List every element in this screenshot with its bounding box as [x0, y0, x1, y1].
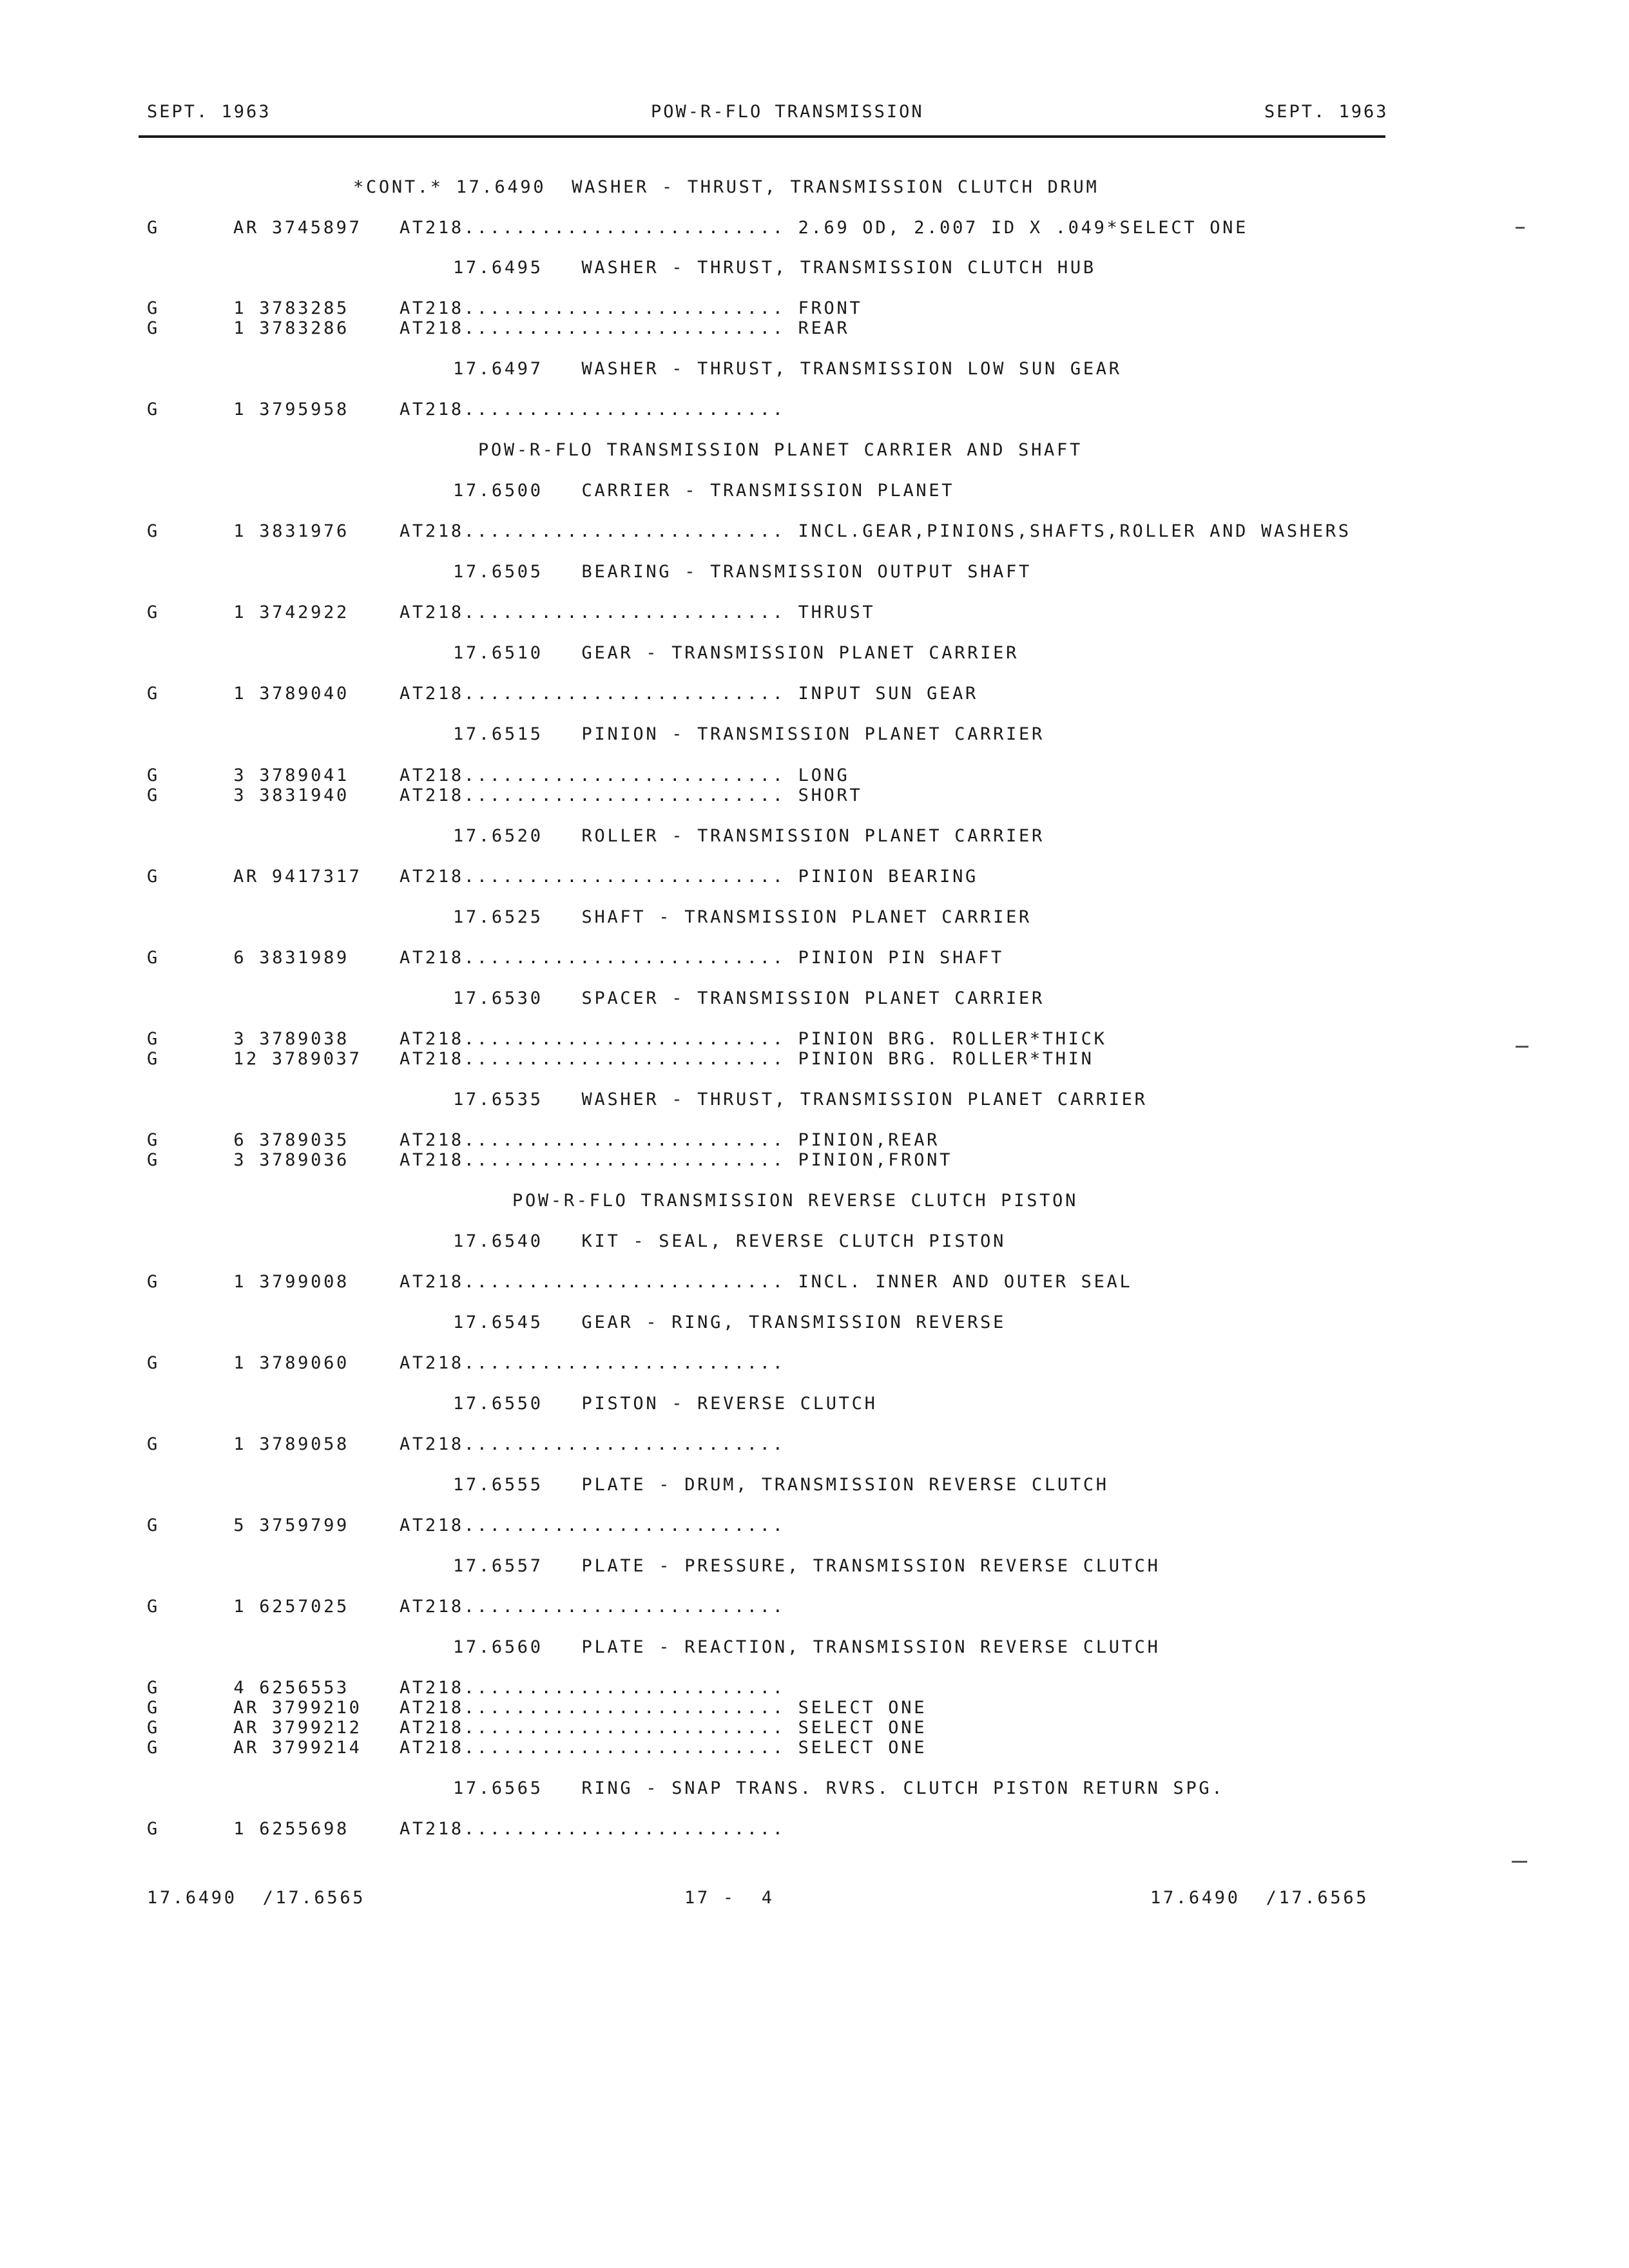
quantity-part-number: AR 3799210	[233, 1698, 362, 1718]
quantity-part-number: AR 3799214	[233, 1738, 362, 1758]
group-code: G	[147, 1049, 160, 1069]
group-code: G	[147, 1029, 160, 1049]
quantity-part-number: 1 3831976	[233, 521, 349, 541]
item-description: 17.6500 CARRIER - TRANSMISSION PLANET	[453, 481, 955, 501]
item-description: 17.6520 ROLLER - TRANSMISSION PLANET CARRIER	[453, 826, 1045, 846]
part-reference-note: AT218......................... SELECT ONE	[400, 1718, 927, 1738]
section-heading: POW-R-FLO TRANSMISSION PLANET CARRIER AND SHAFT	[478, 440, 1083, 460]
group-code: G	[147, 1272, 160, 1292]
quantity-part-number: AR 3745897	[233, 218, 362, 238]
part-reference-note: AT218......................... LONG	[400, 765, 850, 785]
quantity-part-number: 1 3799008	[233, 1272, 349, 1292]
group-code: G	[147, 867, 160, 887]
part-reference-note: AT218......................... PINION BRG. ROLLER*THICK	[400, 1029, 1107, 1049]
quantity-part-number: 6 3789035	[233, 1130, 349, 1150]
scan-mark	[1516, 1046, 1528, 1048]
part-reference-note: AT218.........................	[400, 1597, 786, 1617]
quantity-part-number: 4 6256553	[233, 1678, 349, 1698]
item-description: 17.6555 PLATE - DRUM, TRANSMISSION REVERSE CLUTCH	[453, 1475, 1109, 1495]
item-description: 17.6550 PISTON - REVERSE CLUTCH	[453, 1394, 878, 1414]
quantity-part-number: 1 3742922	[233, 602, 349, 622]
item-description: 17.6540 KIT - SEAL, REVERSE CLUTCH PISTON	[453, 1231, 1007, 1251]
item-description: 17.6560 PLATE - REACTION, TRANSMISSION REVERSE CLUTCH	[453, 1637, 1161, 1657]
item-description: 17.6495 WASHER - THRUST, TRANSMISSION CLUTCH HUB	[453, 258, 1096, 278]
part-reference-note: AT218......................... PINION,REAR	[400, 1130, 940, 1150]
quantity-part-number: 1 3783286	[233, 318, 349, 338]
part-reference-note: AT218.........................	[400, 399, 786, 419]
part-reference-note: AT218.........................	[400, 1434, 786, 1454]
part-reference-note: AT218......................... REAR	[400, 318, 850, 338]
group-code: G	[147, 1819, 160, 1839]
group-code: G	[147, 1353, 160, 1373]
quantity-part-number: 3 3789041	[233, 765, 349, 785]
quantity-part-number: 1 3789060	[233, 1353, 349, 1373]
quantity-part-number: 1 3795958	[233, 399, 349, 419]
part-reference-note: AT218......................... THRUST	[400, 602, 876, 622]
item-description: 17.6505 BEARING - TRANSMISSION OUTPUT SHAFT	[453, 562, 1032, 582]
quantity-part-number: 1 3789040	[233, 684, 349, 704]
item-description: 17.6535 WASHER - THRUST, TRANSMISSION PLANET CARRIER	[453, 1090, 1148, 1110]
part-reference-note: AT218......................... PINION BRG. ROLLER*THIN	[400, 1049, 1094, 1069]
footer-page-number: 17 - 4	[684, 1888, 775, 1908]
footer-range-left: 17.6490 /17.6565	[147, 1888, 366, 1908]
item-description: 17.6525 SHAFT - TRANSMISSION PLANET CARRIER	[453, 907, 1032, 927]
item-description: 17.6557 PLATE - PRESSURE, TRANSMISSION REVERSE CLUTCH	[453, 1556, 1161, 1576]
group-code: G	[147, 521, 160, 541]
quantity-part-number: 12 3789037	[233, 1049, 362, 1069]
quantity-part-number: AR 3799212	[233, 1718, 362, 1738]
group-code: G	[147, 298, 160, 318]
group-code: G	[147, 1718, 160, 1738]
item-description: 17.6497 WASHER - THRUST, TRANSMISSION LOW SUN GEAR	[453, 359, 1122, 379]
group-code: G	[147, 1150, 160, 1170]
group-code: G	[147, 1515, 160, 1535]
item-description: 17.6565 RING - SNAP TRANS. RVRS. CLUTCH PISTON RETURN SPG.	[453, 1778, 1225, 1798]
part-reference-note: AT218......................... PINION PIN SHAFT	[400, 948, 1004, 968]
part-reference-note: AT218......................... INCL.GEAR,PINIONS,SHAFTS,ROLLER AND WASHERS	[400, 521, 1351, 541]
part-reference-note: AT218.........................	[400, 1353, 786, 1373]
quantity-part-number: 5 3759799	[233, 1515, 349, 1535]
part-reference-note: AT218......................... INCL. INNER AND OUTER SEAL	[400, 1272, 1133, 1292]
part-reference-note: AT218......................... PINION BEARING	[400, 867, 978, 887]
quantity-part-number: 1 3789058	[233, 1434, 349, 1454]
quantity-part-number: 1 6257025	[233, 1597, 349, 1617]
quantity-part-number: 1 3783285	[233, 298, 349, 318]
group-code: G	[147, 1434, 160, 1454]
part-reference-note: AT218......................... 2.69 OD, 2.007 ID X .049*SELECT ONE	[400, 218, 1249, 238]
part-reference-note: AT218......................... SHORT	[400, 785, 863, 805]
group-code: G	[147, 602, 160, 622]
scan-mark	[1512, 1861, 1527, 1863]
scan-mark	[1516, 227, 1525, 229]
quantity-part-number: 1 6255698	[233, 1819, 349, 1839]
part-reference-note: AT218.........................	[400, 1819, 786, 1839]
group-code: G	[147, 399, 160, 419]
item-description: 17.6515 PINION - TRANSMISSION PLANET CARRIER	[453, 724, 1045, 744]
quantity-part-number: AR 9417317	[233, 867, 362, 887]
item-description: 17.6510 GEAR - TRANSMISSION PLANET CARRIER	[453, 643, 1019, 663]
group-code: G	[147, 218, 160, 238]
item-description: *CONT.* 17.6490 WASHER - THRUST, TRANSMISSION CLUTCH DRUM	[353, 177, 1099, 197]
group-code: G	[147, 1738, 160, 1758]
item-description: 17.6545 GEAR - RING, TRANSMISSION REVERSE	[453, 1312, 1007, 1332]
group-code: G	[147, 318, 160, 338]
quantity-part-number: 3 3789038	[233, 1029, 349, 1049]
part-reference-note: AT218......................... SELECT ONE	[400, 1698, 927, 1718]
group-code: G	[147, 1130, 160, 1150]
part-reference-note: AT218......................... SELECT ONE	[400, 1738, 927, 1758]
group-code: G	[147, 1678, 160, 1698]
group-code: G	[147, 765, 160, 785]
group-code: G	[147, 684, 160, 704]
quantity-part-number: 3 3789036	[233, 1150, 349, 1170]
quantity-part-number: 6 3831989	[233, 948, 349, 968]
quantity-part-number: 3 3831940	[233, 785, 349, 805]
header-date-left: SEPT. 1963	[147, 102, 271, 122]
group-code: G	[147, 1597, 160, 1617]
part-reference-note: AT218.........................	[400, 1678, 786, 1698]
part-reference-note: AT218.........................	[400, 1515, 786, 1535]
item-description: 17.6530 SPACER - TRANSMISSION PLANET CARRIER	[453, 988, 1045, 1008]
footer-range-right: 17.6490 /17.6565	[1150, 1888, 1369, 1908]
part-reference-note: AT218......................... FRONT	[400, 298, 863, 318]
part-reference-note: AT218......................... PINION,FRONT	[400, 1150, 953, 1170]
header-date-right: SEPT. 1963	[1264, 102, 1389, 122]
header-title: POW-R-FLO TRANSMISSION	[651, 102, 924, 122]
section-heading: POW-R-FLO TRANSMISSION REVERSE CLUTCH PISTON	[512, 1191, 1079, 1211]
group-code: G	[147, 785, 160, 805]
group-code: G	[147, 1698, 160, 1718]
group-code: G	[147, 948, 160, 968]
part-reference-note: AT218......................... INPUT SUN GEAR	[400, 684, 978, 704]
